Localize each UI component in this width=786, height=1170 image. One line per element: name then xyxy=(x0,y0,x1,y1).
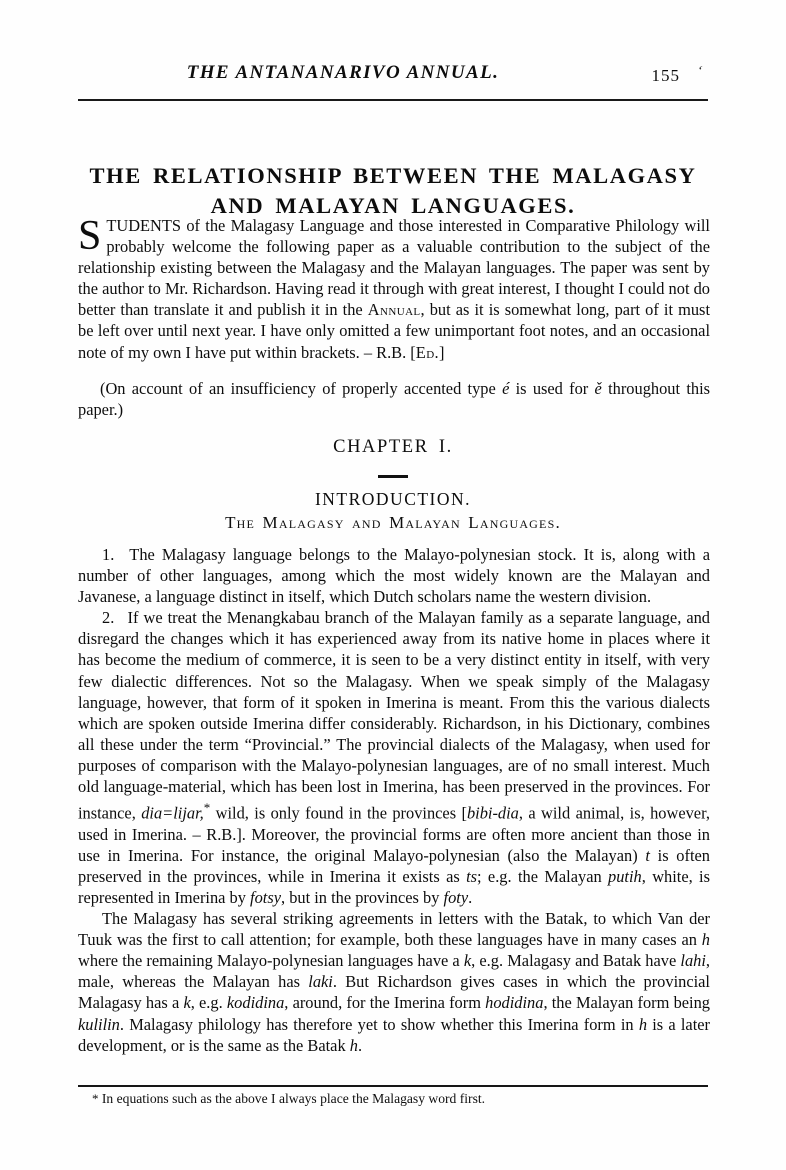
p3-italic-h-3: h xyxy=(349,1035,358,1055)
p3-part-i: . Malagasy philology has therefore yet to show whether this Imerina form in xyxy=(119,1014,639,1034)
accent-type-note xyxy=(78,378,710,420)
p3-italic-h-2: h xyxy=(638,1014,648,1034)
running-head xyxy=(78,62,708,92)
article-title xyxy=(78,161,708,221)
accent-char-used: é xyxy=(502,379,510,398)
footnote-rule xyxy=(78,1085,708,1087)
accent-note-part-c: throughout this paper.) xyxy=(78,379,710,420)
editor-lead-paragraph xyxy=(78,215,710,363)
accent-note-part-b: is used for xyxy=(509,379,595,398)
p3-part-d: , male, whereas the Malayan has xyxy=(78,951,710,992)
p3-italic-kodidina: kodidina xyxy=(226,993,285,1013)
p3-italic-k-2: k xyxy=(183,993,191,1013)
footnote-area xyxy=(78,1090,708,1108)
chapter-divider-rule xyxy=(378,475,408,478)
editor-smallcaps: Ed. xyxy=(415,342,440,362)
p3-part-a: The Malagasy has several striking agreements in letters with the Batak, to which Van der Tuuk was the first to call attention; for example, both these languages have in many cases an xyxy=(78,909,710,950)
p3-part-j: is a later development, or is the same as the Batak xyxy=(78,1014,710,1055)
footnote-text: In equations such as the above I always place the Malagasy word first. xyxy=(98,1091,486,1106)
accent-note-text xyxy=(78,378,710,420)
p2-italic-ts: ts xyxy=(466,866,478,886)
chapter-heading: CHAPTER I. xyxy=(333,437,453,457)
p3-italic-kulilin: kulilin xyxy=(78,1014,120,1034)
p2-part-g: , but in the provinces by xyxy=(281,887,444,907)
lead-text-part-c: ] xyxy=(439,342,445,362)
drop-cap-letter: S xyxy=(78,213,102,259)
p2-part-b: wild, is only found in the provinces [ xyxy=(210,803,467,823)
p2-part-h: . xyxy=(468,887,473,907)
p3-part-k: . xyxy=(357,1035,363,1055)
page-number: 155 xyxy=(651,66,680,85)
accent-char-target: ě xyxy=(594,379,602,398)
p3-part-g: , around, for the Imerina form xyxy=(284,993,486,1013)
scan-speck-mark: ‘ xyxy=(695,63,705,80)
accent-note-part-a: (On account of an insufficiency of properly accented type xyxy=(100,379,503,398)
p2-italic-fotsy: fotsy xyxy=(250,887,281,907)
p2-part-a: 2. If we treat the Menangkabau branch of the Malayan family as a separate language, and disregard the changes which it has experienced away from its native home in places where it has become the medium of commerce, it is seen to be a very distinct entity in itself, with very few dialectic differences. Not so the Malagasy. When we speak simply of the Malagasy language, however, that form of it spoken in Imerina is meant. From this the various dialects which are spoken outside Imerina differ considerably. Richardson, in his Dictionary, combines all these under the term “Provincial.” The provincial dialects of the Malagasy, when used for purposes of comparison with the Malayo-polynesian languages, are of no small interest. Much old language-material, which has been lost in Imerina, has been preserved in the provinces. For instance, xyxy=(78,608,710,823)
p2-italic-putih: putih xyxy=(608,866,642,886)
p3-italic-lahi: lahi xyxy=(680,951,706,971)
lead-text-part-b: , but as it is somewhat long, part of it must be left over until next year. I have only omitted a few unimportant foot notes, and an occasional note of my own I have put within brackets. – R.B. [ xyxy=(78,300,710,362)
article-title-line-2: AND MALAYAN LANGUAGES. xyxy=(210,193,576,219)
p3-part-f: , e.g. xyxy=(190,993,227,1013)
footnote-reference-marker: * xyxy=(203,800,211,816)
section-heading: INTRODUCTION. xyxy=(314,489,472,509)
p2-part-f: , white, is represented in Imerina by xyxy=(78,866,710,907)
p2-italic-t: t xyxy=(645,845,650,865)
p2-part-c: , a wild animal, is, however, used in Imerina. – R.B.]. Moreover, the provincial forms are often more ancient than those in use in Imerina. For instance, the original Malayo-polynesian (also the Malayan) xyxy=(78,803,710,865)
p3-part-b: where the remaining Malayo-polynesian languages have a xyxy=(78,951,464,971)
body-text xyxy=(78,544,710,1056)
article-title-line-1: THE RELATIONSHIP BETWEEN THE MALAGASY xyxy=(89,163,697,189)
p3-italic-hodidina: hodidina xyxy=(485,993,544,1013)
p2-italic-bibi-dia: bibi-dia xyxy=(466,803,519,823)
paragraph-1: 1. The Malagasy language belongs to the Malayo-polynesian stock. It is, along with a number of other languages, among which the most widely known are the Malayan and Javanese, a language distinct in itself, which Dutch scholars name the western division. xyxy=(78,545,710,607)
paragraph-2 xyxy=(78,607,710,908)
footnote-entry xyxy=(78,1090,708,1108)
p3-italic-laki: laki xyxy=(308,972,333,992)
lead-text-part-a: TUDENTS of the Malagasy Language and those interested in Comparative Philology will probably welcome the following paper as a valuable contribution to the subject of the relationship existing between the Malagasy and the Malayan languages. The paper was sent by the author to Mr. Richardson. Having read it through with great interest, I thought I could not do better than translate it and publish it in the xyxy=(78,216,710,320)
p2-part-e: ; e.g. the Malayan xyxy=(477,866,609,886)
p3-italic-k-1: k xyxy=(463,951,472,971)
running-head-title: THE ANTANANARIVO ANNUAL. xyxy=(186,62,500,83)
p3-part-c: , e.g. Malagasy and Batak have xyxy=(471,951,681,971)
p2-italic-foty: foty xyxy=(443,887,469,907)
p3-italic-h-1: h xyxy=(701,930,710,950)
footnote-asterisk: * xyxy=(92,1091,99,1106)
header-rule xyxy=(78,99,708,101)
p2-italic-dia-lijar: dia=lijar, xyxy=(141,803,204,823)
p2-part-d: is often preserved in the provinces, while in Imerina it exists as xyxy=(78,845,710,886)
p3-part-h: , the Malayan form being xyxy=(543,993,710,1013)
p3-part-e: . But Richardson gives cases in which the provincial Malagasy has a xyxy=(78,972,710,1013)
annual-smallcaps: Annual xyxy=(367,300,421,320)
paragraph-3 xyxy=(78,908,710,1056)
lead-paragraph-text xyxy=(78,215,710,363)
subsection-heading: The Malagasy and Malayan Languages. xyxy=(225,513,561,532)
